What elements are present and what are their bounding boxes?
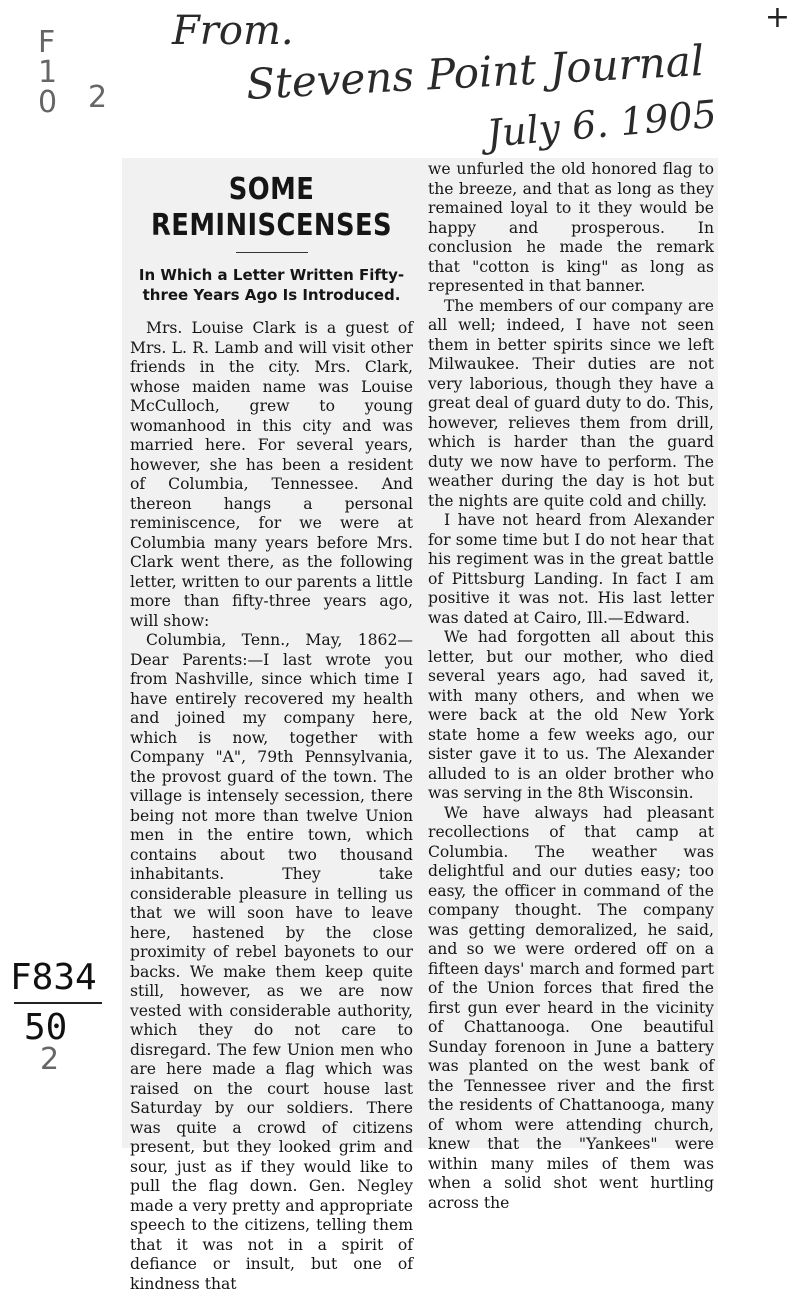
paragraph: I have not heard from Alexander for some time but I do not hear that his regiment was in the great battle of Pittsburg Landing. In fact I am positive it was not. His last letter was dated at Cairo, Ill.—Edward. xyxy=(428,511,714,627)
headline-rule xyxy=(236,252,308,253)
newspaper-clipping xyxy=(122,158,718,1293)
call-number-code: F834 xyxy=(10,957,97,998)
paragraph: we unfurled the old honored flag to the breeze, and that as long as they remained loyal to it they would be happy and prosperous. In conclusion he made the remark that "cotton is king" as long as represented in that banner. xyxy=(428,160,714,295)
paragraph: We have always had pleasant recollections of that camp at Columbia. The weather was delightful and our duties easy; too easy, the officer in command of the company thought. The company was getting demoralized, he said, and so we were ordered off on a fifteen days' march and formed part of the Union forces that fired the first gun ever heard in the vicinity of Chattanooga. One beautiful Sunday forenoon in June a battery was planted on the west bank of the Tennessee river and the first the residents of Chattanooga, many of whom were attending church, knew that the "Yankees" were within many miles of them was when a solid shot went hurtling across the xyxy=(428,803,714,1212)
handwritten-date: July 6. 1905 xyxy=(485,91,719,156)
paragraph: Columbia, Tenn., May, 1862—Dear Parents:—I last wrote you from Nashville, since which time I have entirely recovered my health and joined my company here, which is now, together with Company "A", 79th Pennsylvania, the provost guard of the town. The village is intensely secession, there being not more than twelve Union men in the entire town, which contains about two thousand inhabitants. They take considerable pleasure in telling us that we will soon have to leave here, hastened by the close proximity of rebel bayonets to our backs. We make them keep quite still, however, as we are now vested with considerable authority, which they do not care to disregard. The few Union men who are here made a flag which was raised on the court house last Saturday by our soldiers. There was quite a crowd of citizens present, but they looked grim and sour, just as if they would like to pull the flag down. Gen. Negley made a very pretty and appropriate speech to the citizens, telling them that it was not in a spirit of defiance or insult, but one of kindness that xyxy=(130,631,413,1293)
article-subheadline: In Which a Letter Written Fifty-three Years Ago Is Introduced. xyxy=(138,266,405,304)
paragraph: We had forgotten all about this letter, but our mother, who died several years ago, had saved it, with many others, and when we were back at the old New York state home a few weeks ago, our sister gave it to us. The Alexander alluded to is an older brother who was serving in the 8th Wisconsin. xyxy=(428,628,714,802)
article-headline: SOME REMINISCENSES xyxy=(150,172,393,243)
call-number-rule xyxy=(14,1002,102,1004)
paragraph: The members of our company are all well; indeed, I have not seen them in better spirits since we left Milwaukee. Their duties are not very laborious, though they have a great deal of guard duty to do. This, however, relieves them from drill, which is harder than the guard duty we now have to perform. The weather during the day is hot but the nights are quite cold and chilly. xyxy=(428,296,714,510)
call-number xyxy=(10,958,110,1048)
handwritten-from: From. xyxy=(172,8,294,54)
call-number-two: 2 xyxy=(40,1042,60,1077)
article-column-1 xyxy=(130,172,413,1294)
paragraph: Mrs. Louise Clark is a guest of Mrs. L. R. Lamb and will visit other friends in the city. Mrs. Clark, whose maiden name was Louise McCulloch, grew to young womanhood in this city and was married here. For several years, however, she has been a resident of Columbia, Tennessee. And thereon hangs a personal reminiscence, for we were at Columbia many years before Mrs. Clark went there, as the following letter, written to our parents a little more than fifty-three years ago, will show: xyxy=(130,319,413,630)
margin-annotation-top: F 1 0 xyxy=(38,25,58,120)
call-number-sub: 50 xyxy=(24,1007,68,1048)
handwritten-source: Stevens Point Journal xyxy=(245,36,706,109)
corner-mark: + xyxy=(764,0,790,35)
margin-annotation-two: 2 xyxy=(88,80,108,115)
article-column-2 xyxy=(428,160,714,1213)
